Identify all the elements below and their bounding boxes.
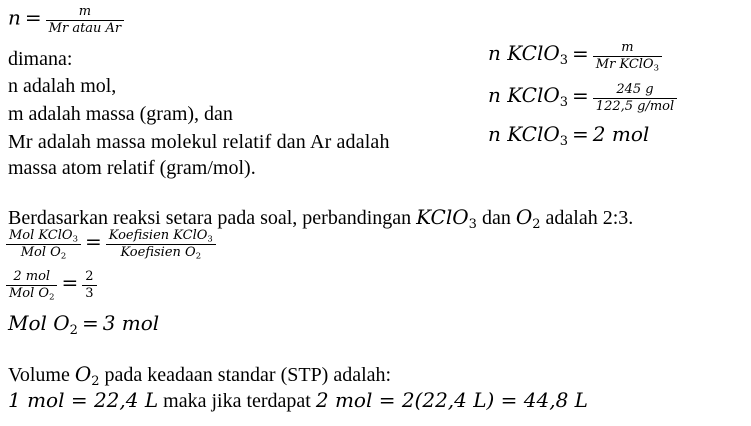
volume-o2: $O_2$ <box>74 362 100 389</box>
ratio-frac3-num: 2 mol <box>13 269 51 284</box>
ratio-o2: $O_2$ <box>515 205 541 232</box>
ratio-frac2-num: Koefisien KClO$_3$ <box>108 228 213 244</box>
ratio-fraction-4 <box>82 269 96 303</box>
ratio-equals: = <box>84 229 102 254</box>
calc-result: 2 mol <box>592 122 650 146</box>
calc-equals: = <box>572 83 589 108</box>
ratio-result <box>8 311 159 338</box>
ratio-frac4-den: 3 <box>85 286 94 302</box>
volume-result-equation: 2 mol = 2(22,4 L) = 44,8 L <box>315 388 588 412</box>
ratio-fraction-1 <box>6 228 81 262</box>
mr-definition-line2: massa atom relatif (gram/mol). <box>8 157 256 179</box>
calc-denominator-2: 122,5 g/mol <box>595 99 675 115</box>
volume-maka-text: maka jika terdapat <box>163 390 311 412</box>
ratio-frac1-den: Mol $O_2$ <box>20 245 67 261</box>
ratio-text-before: Berdasarkan reaksi setara pada soal, perbandingan <box>8 207 412 229</box>
mol-formula <box>8 4 124 38</box>
ratio-result-value: 3 mol <box>102 311 160 335</box>
calc-fraction-1 <box>593 40 662 74</box>
ratio-frac1-num: Mol KClO$_3$ <box>9 228 78 244</box>
calc-fraction-2 <box>593 82 677 116</box>
calc-row-1 <box>488 40 662 74</box>
calc-label: n KClO$_3$ <box>488 41 569 69</box>
formula-lhs: n <box>8 5 21 30</box>
calc-row-2 <box>488 82 677 116</box>
calc-equals: = <box>572 41 589 66</box>
formula-equals: = <box>24 5 42 30</box>
ratio-fraction-3 <box>6 269 57 303</box>
dimana-label: dimana: <box>8 48 73 70</box>
formula-numerator: m <box>78 4 92 19</box>
volume-text-before: Volume <box>8 364 70 386</box>
calc-label: n KClO$_3$ <box>488 122 569 149</box>
ratio-equation-1 <box>6 228 216 262</box>
n-definition: n adalah mol, <box>8 75 117 97</box>
calc-denominator-1: Mr KClO$_3$ <box>595 57 659 73</box>
ratio-frac4-num: 2 <box>85 269 94 284</box>
formula-denominator: Mr atau Ar <box>48 21 122 37</box>
calc-row-3 <box>488 122 649 149</box>
ratio-dan: dan <box>481 207 511 229</box>
formula-fraction <box>46 4 125 38</box>
ratio-equation-2 <box>6 269 97 303</box>
mr-definition-line1: Mr adalah massa molekul relatif dan Ar adalah <box>8 131 390 153</box>
calc-numerator-2: 245 g <box>616 82 654 97</box>
volume-stp-equation: 1 mol = 22,4 L <box>8 388 159 412</box>
ratio-equals: = <box>61 270 79 295</box>
ratio-result-equals: = <box>81 311 99 335</box>
ratio-result-label: Mol $O_2$ <box>8 311 78 338</box>
calc-label: n KClO$_3$ <box>488 83 569 111</box>
ratio-fraction-2 <box>106 228 216 262</box>
volume-text-after: pada keadaan standar (STP) adalah: <box>104 364 392 386</box>
calc-equals: = <box>572 122 589 146</box>
ratio-kclo: KClO$_3$ <box>416 205 477 232</box>
ratio-frac3-den: Mol $O_2$ <box>9 286 55 302</box>
ratio-frac2-den: Koefisien $O_2$ <box>120 245 202 261</box>
volume-line-2 <box>8 387 588 414</box>
ratio-text-after: adalah 2:3. <box>545 207 634 229</box>
calc-numerator-1: m <box>621 40 634 55</box>
m-definition: m adalah massa (gram), dan <box>8 103 233 125</box>
